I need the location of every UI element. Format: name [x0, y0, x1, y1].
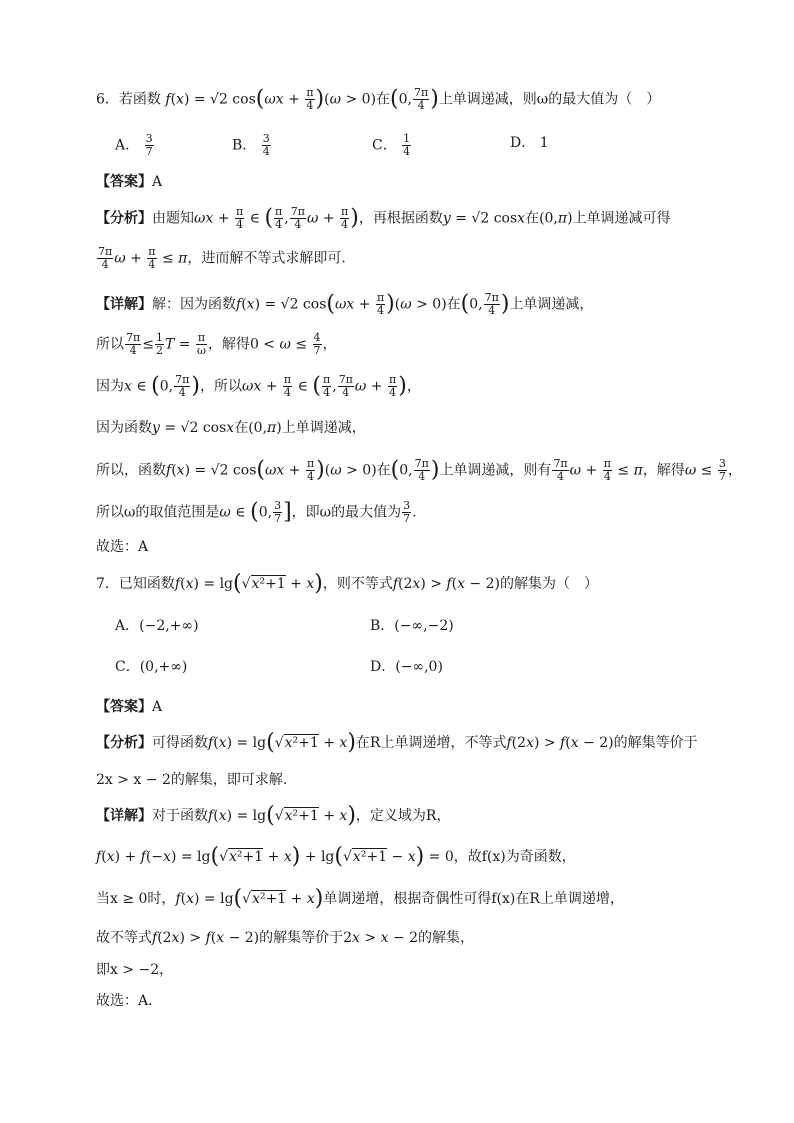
text: 故选：A．: [96, 993, 163, 1009]
option-label: B．: [232, 137, 257, 154]
q7-detail-line2: f(x) + f(−x) = lg(√x²+1 + x) + lg(√x²+1 − x) = 0，故f(x)为奇函数，: [96, 844, 576, 869]
text: 在: [234, 420, 249, 436]
q7-stem: 7．已知函数f(x) = lg(√x²+1 + x)，则不等式f(2x) > f(x − 2)的解集为（ ）: [96, 571, 598, 596]
option-den: 7: [145, 145, 153, 158]
q6-detail-line7: [96, 537, 148, 557]
option-label: A．: [115, 618, 140, 634]
detail-tag: 【详解】: [96, 296, 152, 313]
q6-stem-suffix: 上单调递减，则ω的最大值为（ ）: [438, 91, 661, 108]
q6-detail-line5: 所以，函数f(x) = √2 cos(ωx + $\frac{\pi}{4}$ )(ω > 0)在(0, $\frac{7\pi}{4}$ )上单调递减，则有 $\frac{7\pi}{4}$ ω + $\frac{\pi}{4}$ ≤ π，解得ω ≤ $\frac{3}{7}$ ，: [96, 457, 742, 483]
text: 的解集，: [418, 930, 475, 946]
text: 所以ω的取值范围是: [96, 504, 220, 521]
answer-tag: 【答案】: [96, 699, 152, 715]
text: ，定义域为R，: [355, 808, 451, 824]
q6-option-d[interactable]: [510, 133, 549, 153]
answer-value: A: [152, 174, 163, 190]
text: 上单调递减，: [281, 420, 366, 436]
option-label: D．: [370, 659, 396, 675]
q7-analysis-line2: [96, 770, 287, 790]
text: 解：因为函数: [152, 296, 236, 313]
text: 故不等式: [96, 930, 152, 946]
option-num: 1: [403, 132, 411, 145]
text: 在: [446, 296, 461, 313]
q6-option-a[interactable]: [115, 133, 155, 158]
option-den: 4: [403, 145, 411, 158]
option-label: D．: [510, 135, 536, 151]
text: ，所以: [199, 378, 242, 395]
text: 因为: [96, 378, 124, 395]
text: 所以，函数: [96, 462, 166, 479]
option-text: (0,+∞): [139, 659, 188, 675]
text: ，: [406, 378, 421, 395]
q6-analysis-line2: $\frac{7\pi}{4}$ ω + $\frac{\pi}{4}$ ≤ π，进而解不等式求解即可.: [98, 245, 346, 271]
q7-option-b[interactable]: [370, 616, 454, 636]
option-label: B．: [370, 618, 395, 634]
option-label: C．: [372, 137, 397, 154]
q7-option-a[interactable]: [115, 616, 199, 636]
text: 在R上单调递增，不等式: [355, 735, 507, 751]
text: 即x > −2，: [96, 962, 174, 978]
option-num: 3: [262, 132, 270, 145]
text: ，解得: [642, 462, 685, 479]
answer-tag: 【答案】: [96, 174, 152, 190]
analysis-tag: 【分析】: [96, 210, 152, 227]
q6-detail-line1: 【详解】解：因为函数f(x) = √2 cos(ωx + $\frac{\pi}{4}$ )(ω > 0)在(0, $\frac{7\pi}{4}$ )上单调递减，: [96, 291, 594, 317]
q6-detail-line4: 因为函数y = √2 cosx在(0,π)上单调递减，: [96, 420, 366, 436]
text: 2x > x − 2的解集，即可求解.: [96, 772, 288, 788]
q7-detail-line6: [96, 991, 162, 1011]
text: 在: [376, 462, 391, 479]
q7-stem-suffix: 的解集为（ ）: [499, 576, 598, 592]
text: 当x ≥ 0时，: [96, 891, 176, 907]
text: ，解得: [207, 336, 250, 353]
q7-detail-line5: [96, 960, 173, 980]
text: 对于函数: [152, 808, 208, 824]
q6-stem: 6．若函数 f(x) = √2 cos(ωx + $\frac{\pi}{4}$ )(ω > 0)在(0, $\frac{7\pi}{4}$ )上单调递减，则ω的最大值为（ ）: [96, 86, 661, 112]
text: 可得函数: [152, 735, 208, 751]
option-text: (−∞,−2): [394, 618, 454, 634]
q7-detail-line3: 当x ≥ 0时，f(x) = lg(√x²+1 + x)单调递增，根据奇偶性可得f(x)在R上单调递增，: [96, 886, 624, 911]
text: 所以: [96, 336, 124, 353]
answer-value: A: [152, 699, 163, 715]
option-label: C．: [115, 659, 140, 675]
text: 的解集等价于: [259, 930, 344, 946]
option-text: (−∞,0): [395, 659, 443, 675]
text: 在: [525, 210, 540, 227]
q6-stem-prefix: 6．若函数: [96, 91, 161, 108]
option-text: 1: [539, 135, 549, 151]
text: 的解集等价于: [613, 735, 698, 751]
q7-stem-mid: ，则不等式: [322, 576, 393, 592]
text: .: [412, 504, 417, 521]
detail-tag: 【详解】: [96, 808, 152, 824]
text: ，进而解不等式求解即可.: [187, 250, 346, 267]
q7-detail-line4: 故不等式f(2x) > f(x − 2)的解集等价于2x > x − 2的解集，: [96, 930, 475, 946]
q6-option-b[interactable]: [232, 133, 272, 158]
q7-option-d[interactable]: [370, 657, 443, 677]
q7-stem-prefix: 7．已知函数: [96, 576, 175, 592]
text: ，: [322, 336, 337, 353]
q6-detail-line3: 因为x ∈ (0, $\frac{7\pi}{4}$ )，所以ωx + $\frac{\pi}{4}$ ∈ ( $\frac{\pi}{4}$ , $\frac{7\pi}{4}$ ω + $\frac{\pi}{4}$ )，: [96, 373, 421, 399]
text: 由题知: [152, 210, 194, 227]
option-text: (−2,+∞): [139, 618, 199, 634]
text: ，故f(x)为奇函数，: [453, 849, 576, 865]
q6-detail-line6: 所以ω的取值范围是ω ∈ (0, $\frac{3}{7}$ ]，即ω的最大值为 $\frac{3}{7}$ .: [96, 499, 417, 525]
text: ，即ω的最大值为: [291, 504, 402, 521]
option-den: 4: [262, 145, 270, 158]
option-label: A．: [115, 137, 140, 154]
q7-answer: [96, 697, 162, 717]
text: ，再根据函数: [358, 210, 443, 227]
text: 因为函数: [96, 420, 152, 436]
text: 上单调递减可得: [572, 210, 671, 227]
q7-detail-line1: 【详解】对于函数f(x) = lg(√x²+1 + x)，定义域为R，: [96, 803, 451, 828]
q7-analysis-line1: 【分析】可得函数f(x) = lg(√x²+1 + x)在R上单调递增，不等式f(2x) > f(x − 2)的解集等价于: [96, 730, 698, 755]
q7-option-c[interactable]: [115, 657, 187, 677]
q6-detail-line2: 所以 $\frac{7\pi}{4}$ ≤ $\frac{1}{2}$ T = $\frac{\pi}{\omega}$ ，解得0 < ω ≤ $\frac{4}{7}$ ，: [96, 331, 337, 357]
q6-answer: [96, 172, 162, 192]
q6-stem-mid: 在: [376, 91, 391, 108]
analysis-tag: 【分析】: [96, 735, 152, 751]
text: 上单调递减，: [509, 296, 594, 313]
text: ，: [727, 462, 742, 479]
text: 单调递增，根据奇偶性可得f(x)在R上单调递增，: [323, 891, 624, 907]
q6-option-c[interactable]: [372, 133, 412, 158]
text: 故选：A: [96, 539, 149, 555]
text: 上单调递减，则有: [439, 462, 552, 479]
q6-analysis-line1: 【分析】由题知ωx + $\frac{\pi}{4}$ ∈ ( $\frac{\pi}{4}$ , $\frac{7\pi}{4}$ ω + $\frac{\pi}{4}$ )，再根据函数y = √2 cosx在(0,π)上单调递减可得: [96, 205, 671, 231]
option-num: 3: [145, 132, 153, 145]
